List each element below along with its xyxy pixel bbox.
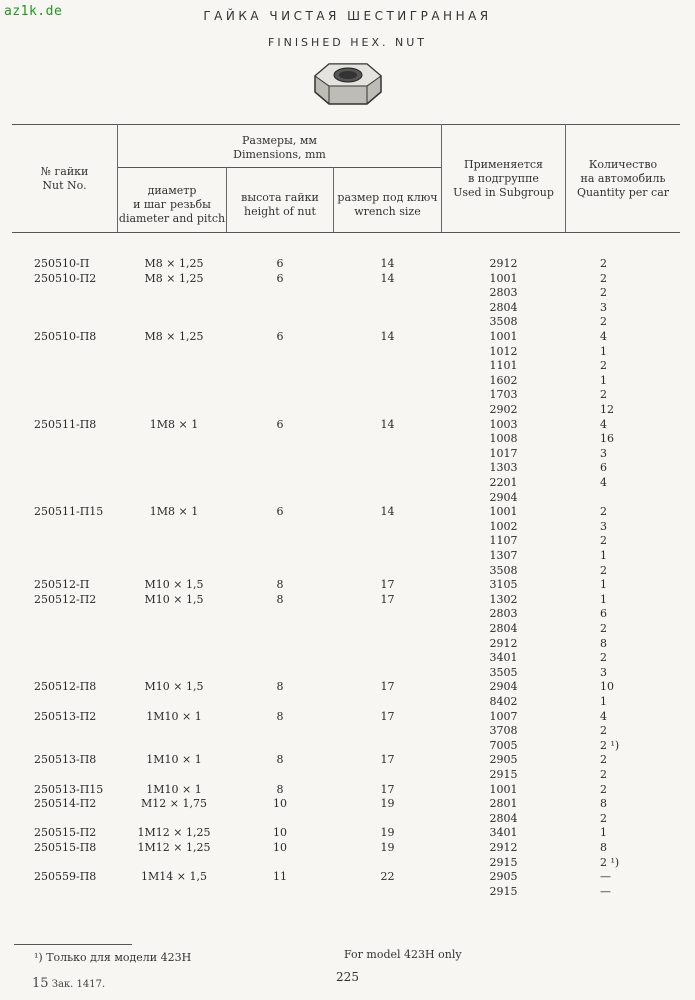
nut-number-cell: 250515-П8 xyxy=(34,841,97,854)
nut-number-cell: 250512-П8 xyxy=(34,680,97,694)
quantity-cell: 8 xyxy=(600,841,607,854)
subgroup-cell: 1001 xyxy=(489,271,518,285)
wrench-size-cell: 17 xyxy=(380,680,395,694)
quantity-cell: 2 xyxy=(600,359,607,373)
quantity-cell: 4 xyxy=(600,476,607,489)
subgroup-cell: 2803 xyxy=(489,607,518,621)
subgroup-cell: 1003 xyxy=(489,417,518,431)
header-diameter: диаметр и шаг резьбы diameter and pitch xyxy=(118,184,226,225)
subgroup-cell: 1703 xyxy=(489,388,518,402)
diameter-pitch-cell: 1M10 × 1 xyxy=(146,753,202,767)
subgroup-cell: 1107 xyxy=(489,534,518,548)
subgroup-cell: 2804 xyxy=(489,300,518,314)
height-cell: 8 xyxy=(276,753,284,767)
subgroup-cell: 1007 xyxy=(489,709,518,723)
height-cell: 8 xyxy=(276,709,284,723)
header-wrench: размер под ключ wrench size xyxy=(337,191,438,218)
quantity-cell: 2 xyxy=(600,782,607,796)
subgroup-cell: 1602 xyxy=(489,373,518,387)
footnote-ru: ¹) Только для модели 423Н xyxy=(34,951,192,964)
height-cell: 8 xyxy=(276,782,284,796)
diameter-pitch-cell: M12 × 1,75 xyxy=(141,797,207,811)
subgroup-cell: 8402 xyxy=(489,695,518,708)
quantity-cell: 2 xyxy=(600,257,607,270)
diameter-pitch-cell: M8 × 1,25 xyxy=(144,271,204,285)
nut-number-cell: 250514-П2 xyxy=(34,797,97,811)
diameter-pitch-cell: M10 × 1,5 xyxy=(144,578,204,592)
diameter-pitch-cell: M10 × 1,5 xyxy=(144,592,204,606)
quantity-cell: 8 xyxy=(600,636,607,650)
page-title-en: FINISHED HEX. NUT xyxy=(268,36,427,49)
height-cell: 10 xyxy=(273,797,287,811)
diameter-pitch-cell: 1M10 × 1 xyxy=(146,782,202,796)
header-used-in: Применяется в подгруппе Used in Subgroup xyxy=(453,158,554,199)
wrench-size-cell: 14 xyxy=(380,257,395,270)
subgroup-cell: 2804 xyxy=(489,811,518,825)
footnote-en: For model 423H only xyxy=(344,948,462,961)
quantity-cell: 2 xyxy=(600,724,607,738)
subgroup-cell: 3105 xyxy=(489,578,518,592)
diameter-pitch-cell: 1M8 × 1 xyxy=(149,505,199,519)
subgroup-cell: 2915 xyxy=(489,855,518,869)
quantity-cell: 2 xyxy=(600,271,607,285)
subgroup-cell: 3505 xyxy=(489,665,518,679)
subgroup-cell: 1017 xyxy=(489,446,518,460)
signature-number: 15 xyxy=(32,976,49,991)
subgroup-cell: 3508 xyxy=(489,563,518,577)
quantity-cell: 1 xyxy=(600,826,607,840)
hex-nut-illustration xyxy=(311,56,385,112)
nut-number-cell: 250559-П8 xyxy=(34,870,97,884)
quantity-cell: 1 xyxy=(600,695,607,708)
height-cell: 10 xyxy=(273,841,287,854)
quantity-cell: 1 xyxy=(600,373,607,387)
nut-number-cell: 250510-П2 xyxy=(34,271,97,285)
subgroup-cell: 2915 xyxy=(489,884,518,898)
subgroup-cell: 1302 xyxy=(489,592,518,606)
quantity-cell: 4 xyxy=(600,417,607,431)
quantity-cell: 2 xyxy=(600,622,607,635)
subgroup-cell: 2912 xyxy=(489,841,518,854)
subgroup-cell: 2801 xyxy=(489,797,518,811)
subgroup-cell: 1303 xyxy=(489,461,518,475)
quantity-cell: 2 xyxy=(600,534,607,548)
height-cell: 8 xyxy=(276,578,284,592)
subgroup-cell: 2912 xyxy=(489,636,518,650)
quantity-cell: 3 xyxy=(600,300,607,314)
nut-number-cell: 250511-П8 xyxy=(34,417,97,431)
nut-number-cell: 250510-П8 xyxy=(34,330,97,343)
subgroup-cell: 3508 xyxy=(489,315,518,329)
page-number: 225 xyxy=(336,970,359,984)
quantity-cell: 3 xyxy=(600,665,607,679)
subgroup-cell: 2915 xyxy=(489,768,518,781)
wrench-size-cell: 22 xyxy=(380,870,395,884)
subgroup-cell: 3401 xyxy=(489,651,518,665)
subgroup-cell: 1012 xyxy=(489,344,518,358)
diameter-pitch-cell: 1M12 × 1,25 xyxy=(137,841,211,854)
table-top-rule xyxy=(12,124,680,125)
dimensions-rule xyxy=(118,167,441,168)
quantity-cell: 2 xyxy=(600,768,607,781)
height-cell: 6 xyxy=(276,505,284,519)
diameter-pitch-cell: M10 × 1,5 xyxy=(144,680,204,694)
quantity-cell: — xyxy=(600,884,611,898)
nut-number-cell: 250512-П xyxy=(34,578,90,592)
printer-signature xyxy=(32,976,105,991)
wrench-size-cell: 14 xyxy=(380,505,395,519)
diameter-pitch-cell: 1M14 × 1,5 xyxy=(141,870,207,884)
wrench-size-cell: 14 xyxy=(380,271,395,285)
height-cell: 6 xyxy=(276,257,284,270)
subgroup-cell: 1001 xyxy=(489,505,518,519)
subgroup-cell: 1101 xyxy=(489,359,518,373)
quantity-cell: 3 xyxy=(600,446,607,460)
wrench-size-cell: 19 xyxy=(380,841,395,854)
quantity-cell: 2 xyxy=(600,651,607,665)
wrench-size-cell: 14 xyxy=(380,417,395,431)
quantity-cell: 2 xyxy=(600,811,607,825)
height-cell: 8 xyxy=(276,680,284,694)
height-cell: 8 xyxy=(276,592,284,606)
subgroup-cell: 2904 xyxy=(489,490,518,504)
height-cell: 6 xyxy=(276,417,284,431)
quantity-cell: 2 ¹) xyxy=(600,738,620,752)
quantity-cell: 2 xyxy=(600,505,607,519)
nut-number-cell: 250512-П2 xyxy=(34,592,97,606)
quantity-cell: 6 xyxy=(600,607,607,621)
quantity-cell: 2 xyxy=(600,563,607,577)
quantity-cell: 4 xyxy=(600,330,607,343)
wrench-size-cell: 17 xyxy=(380,782,395,796)
diameter-pitch-cell: M8 × 1,25 xyxy=(144,330,204,343)
subgroup-cell: 3401 xyxy=(489,826,518,840)
quantity-cell: 8 xyxy=(600,797,607,811)
subgroup-cell: 1001 xyxy=(489,330,518,343)
quantity-cell: 3 xyxy=(600,519,607,533)
quantity-cell: 2 xyxy=(600,753,607,767)
quantity-cell: — xyxy=(600,870,611,884)
subgroup-cell: 1307 xyxy=(489,549,518,562)
header-quantity: Количество на автомобиль Quantity per car xyxy=(576,158,670,199)
nut-number-cell: 250513-П8 xyxy=(34,753,97,767)
nut-number-cell: 250515-П2 xyxy=(34,826,97,840)
quantity-cell: 10 xyxy=(600,680,614,694)
wrench-size-cell: 17 xyxy=(380,578,395,592)
subgroup-cell: 2912 xyxy=(489,257,518,270)
diameter-pitch-cell: 1M8 × 1 xyxy=(149,417,199,431)
height-cell: 6 xyxy=(276,271,284,285)
quantity-cell: 1 xyxy=(600,344,607,358)
quantity-cell: 1 xyxy=(600,549,607,562)
header-height: высота гайки height of nut xyxy=(241,191,319,218)
wrench-size-cell: 14 xyxy=(380,330,395,343)
subgroup-cell: 2905 xyxy=(489,753,518,767)
wrench-size-cell: 17 xyxy=(380,753,395,767)
subgroup-cell: 3708 xyxy=(489,724,518,738)
header-bottom-rule xyxy=(12,232,680,233)
subgroup-cell: 2904 xyxy=(489,680,518,694)
quantity-cell: 6 xyxy=(600,461,607,475)
header-dimensions: Размеры, мм Dimensions, mm xyxy=(233,134,326,161)
height-cell: 10 xyxy=(273,826,287,840)
subgroup-cell: 1008 xyxy=(489,432,518,446)
subgroup-cell: 2902 xyxy=(489,403,518,416)
subgroup-cell: 7005 xyxy=(489,738,518,752)
diameter-pitch-cell: 1M12 × 1,25 xyxy=(137,826,211,840)
height-cell: 11 xyxy=(273,870,287,884)
subgroup-cell: 2201 xyxy=(489,476,518,489)
quantity-cell: 2 ¹) xyxy=(600,855,620,869)
subgroup-cell: 2803 xyxy=(489,286,518,300)
nut-number-cell: 250510-П xyxy=(34,257,90,270)
nut-number-cell: 250513-П2 xyxy=(34,709,97,723)
header-nut-no: № гайки Nut No. xyxy=(40,165,89,192)
quantity-cell: 4 xyxy=(600,709,607,723)
nut-number-cell: 250513-П15 xyxy=(34,782,104,796)
page-title-ru: ГАЙКА ЧИСТАЯ ШЕСТИГРАННАЯ xyxy=(203,9,492,23)
quantity-cell: 2 xyxy=(600,286,607,300)
quantity-cell: 2 xyxy=(600,388,607,402)
footnote-rule xyxy=(14,944,132,945)
quantity-cell: 12 xyxy=(600,403,614,416)
nut-number-cell: 250511-П15 xyxy=(34,505,104,519)
wrench-size-cell: 19 xyxy=(380,826,395,840)
wrench-size-cell: 17 xyxy=(380,592,395,606)
watermark: az1k.de xyxy=(4,4,63,19)
quantity-cell: 2 xyxy=(600,315,607,329)
wrench-size-cell: 19 xyxy=(380,797,395,811)
subgroup-cell: 2804 xyxy=(489,622,518,635)
wrench-size-cell: 17 xyxy=(380,709,395,723)
signature-text: Зак. 1417. xyxy=(51,979,106,990)
quantity-cell: 16 xyxy=(600,432,614,446)
height-cell: 6 xyxy=(276,330,284,343)
subgroup-cell: 1001 xyxy=(489,782,518,796)
diameter-pitch-cell: M8 × 1,25 xyxy=(144,257,204,270)
subgroup-cell: 1002 xyxy=(489,519,518,533)
diameter-pitch-cell: 1M10 × 1 xyxy=(146,709,202,723)
quantity-cell: 1 xyxy=(600,578,607,592)
subgroup-cell: 2905 xyxy=(489,870,518,884)
quantity-cell: 1 xyxy=(600,592,607,606)
